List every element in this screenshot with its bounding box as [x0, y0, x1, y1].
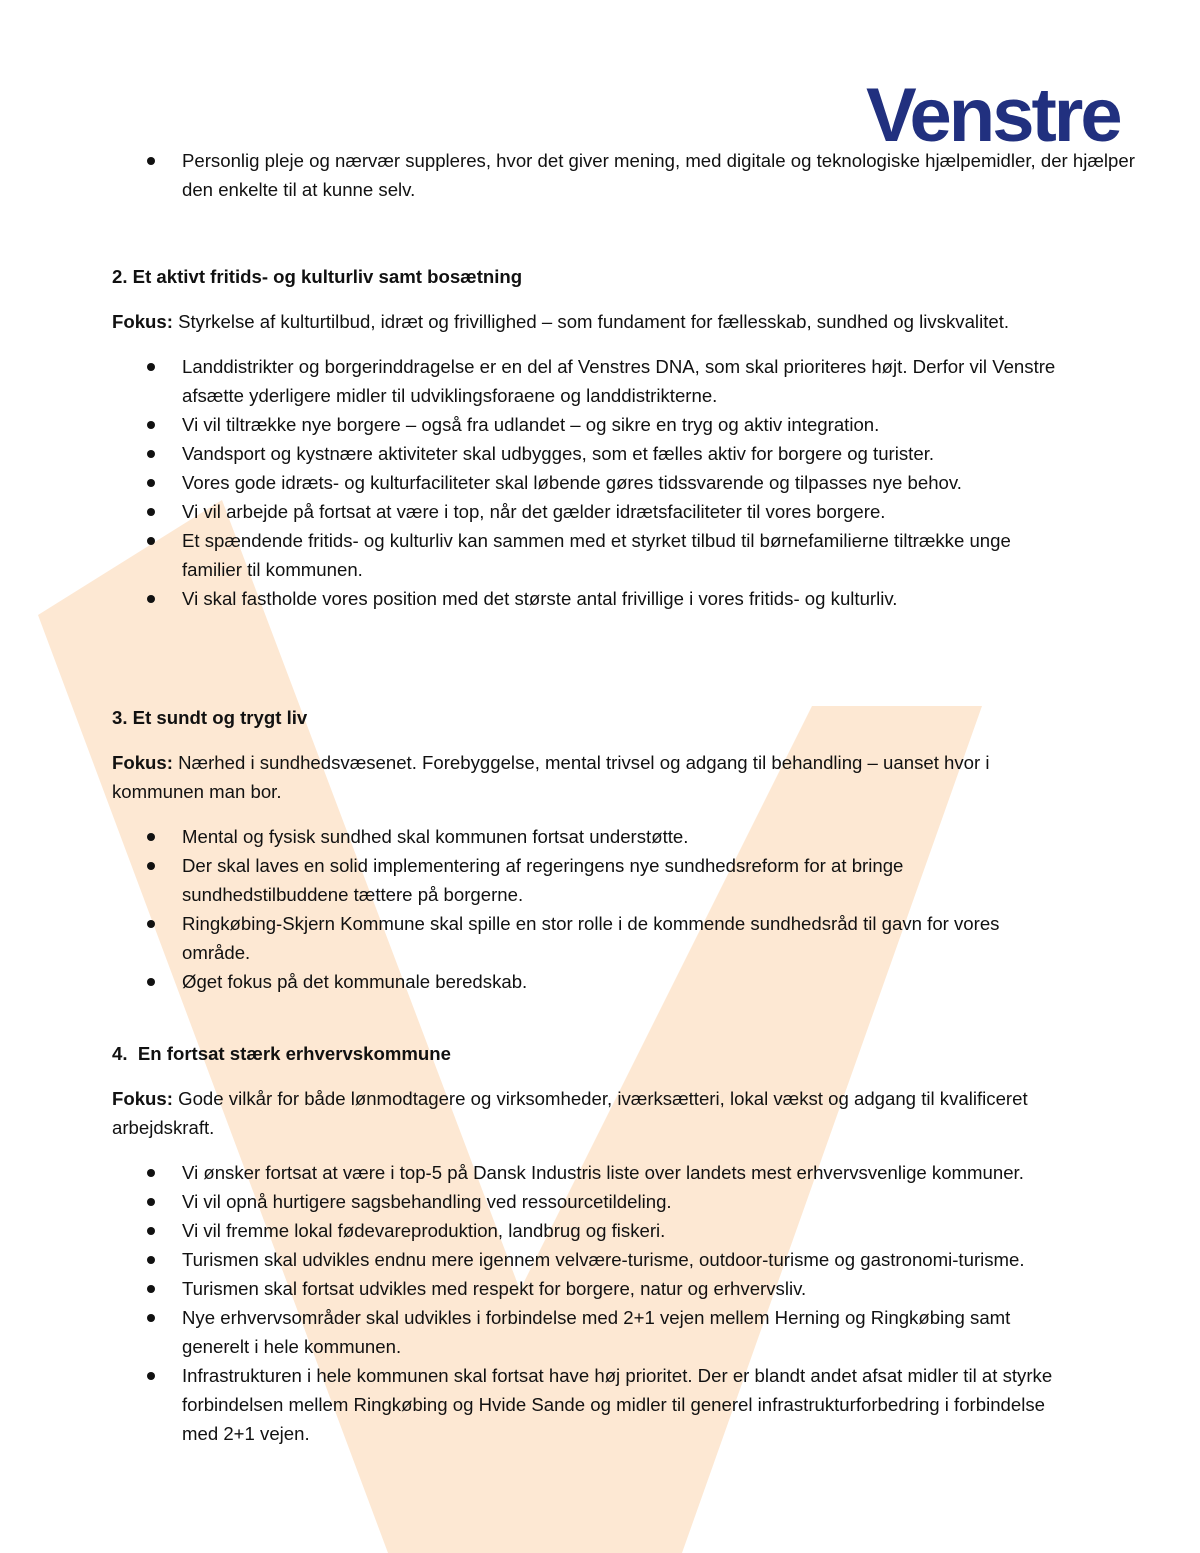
list-item: Mental og fysisk sundhed skal kommunen fortsat understøtte.	[182, 822, 1072, 851]
list-item: Turismen skal udvikles endnu mere igennem velvære-turisme, outdoor-turisme og gastronomi-turisme.	[182, 1245, 1072, 1274]
list-item: Landdistrikter og borgerinddragelse er en del af Venstres DNA, som skal prioriteres højt. Derfor vil Venstre afsætte yderligere midler til udviklingsforaene og landdistrikterne.	[182, 352, 1072, 410]
section-heading: 3. Et sundt og trygt liv	[112, 707, 308, 728]
list-item: Vi vil arbejde på fortsat at være i top, når det gælder idrætsfaciliteter til vores borgere.	[182, 497, 1072, 526]
list-item: Øget fokus på det kommunale beredskab.	[182, 967, 1072, 996]
focus-label: Fokus:	[112, 311, 173, 332]
list-item: Personlig pleje og nærvær suppleres, hvor det giver mening, med digitale og teknologiske hjælpemidler, der hjælper den enkelte til at kunne selv.	[182, 146, 1142, 204]
list-item: Vandsport og kystnære aktiviteter skal udbygges, som et fælles aktiv for borgere og turister.	[182, 439, 1072, 468]
focus-text: Styrkelse af kulturtilbud, idræt og frivillighed – som fundament for fællesskab, sundhed og livskvalitet.	[172, 311, 1010, 332]
section-2-bullet-list	[112, 352, 1072, 613]
list-item: Vi skal fastholde vores position med det største antal frivillige i vores fritids- og kulturliv.	[182, 584, 1072, 613]
focus-label: Fokus:	[112, 752, 173, 773]
list-item: Nye erhvervsområder skal udvikles i forbindelse med 2+1 vejen mellem Herning og Ringkøbing samt generelt i hele kommunen.	[182, 1303, 1072, 1361]
venstre-logo: Venstre	[866, 73, 1120, 158]
section-focus	[112, 307, 1072, 336]
list-item: Vi ønsker fortsat at være i top-5 på Dansk Industris liste over landets mest erhvervsvenlige kommuner.	[182, 1158, 1072, 1187]
focus-text: Nærhed i sundhedsvæsenet. Forebyggelse, mental trivsel og adgang til behandling – uanset hvor i kommunen man bor.	[112, 752, 990, 802]
list-item: Vi vil opnå hurtigere sagsbehandling ved ressourcetildeling.	[182, 1187, 1072, 1216]
section-4-bullet-list	[112, 1158, 1072, 1448]
focus-text: Gode vilkår for både lønmodtagere og virksomheder, iværksætteri, lokal vækst og adgang til kvalificeret arbejdskraft.	[112, 1088, 1028, 1138]
focus-label: Fokus:	[112, 1088, 173, 1109]
list-item: Turismen skal fortsat udvikles med respekt for borgere, natur og erhvervsliv.	[182, 1274, 1072, 1303]
list-item: Vi vil tiltrække nye borgere – også fra udlandet – og sikre en tryg og aktiv integration.	[182, 410, 1072, 439]
list-item: Vores gode idræts- og kulturfaciliteter skal løbende gøres tidssvarende og tilpasses nye behov.	[182, 468, 1072, 497]
section-focus	[112, 748, 1072, 806]
section-2	[112, 262, 1072, 613]
list-item: Infrastrukturen i hele kommunen skal fortsat have høj prioritet. Der er blandt andet afsat midler til at styrke forbindelsen mellem Ringkøbing og Hvide Sande og midler til generel infrastrukturforbedring i forbindelse med 2+1 vejen.	[182, 1361, 1072, 1448]
section-heading: 4. En fortsat stærk erhvervskommune	[112, 1043, 451, 1064]
section-3-bullet-list	[112, 822, 1072, 996]
section-3	[112, 703, 1072, 996]
list-item: Et spændende fritids- og kulturliv kan sammen med et styrket tilbud til børnefamilierne tiltrække unge familier til kommunen.	[182, 526, 1072, 584]
section-heading: 2. Et aktivt fritids- og kulturliv samt bosætning	[112, 266, 523, 287]
section-4	[112, 1039, 1072, 1448]
list-item: Vi vil fremme lokal fødevareproduktion, landbrug og fiskeri.	[182, 1216, 1072, 1245]
section-focus	[112, 1084, 1072, 1142]
list-item: Der skal laves en solid implementering af regeringens nye sundhedsreform for at bringe sundhedstilbuddene tættere på borgerne.	[182, 851, 1072, 909]
list-item: Ringkøbing-Skjern Kommune skal spille en stor rolle i de kommende sundhedsråd til gavn for vores område.	[182, 909, 1072, 967]
